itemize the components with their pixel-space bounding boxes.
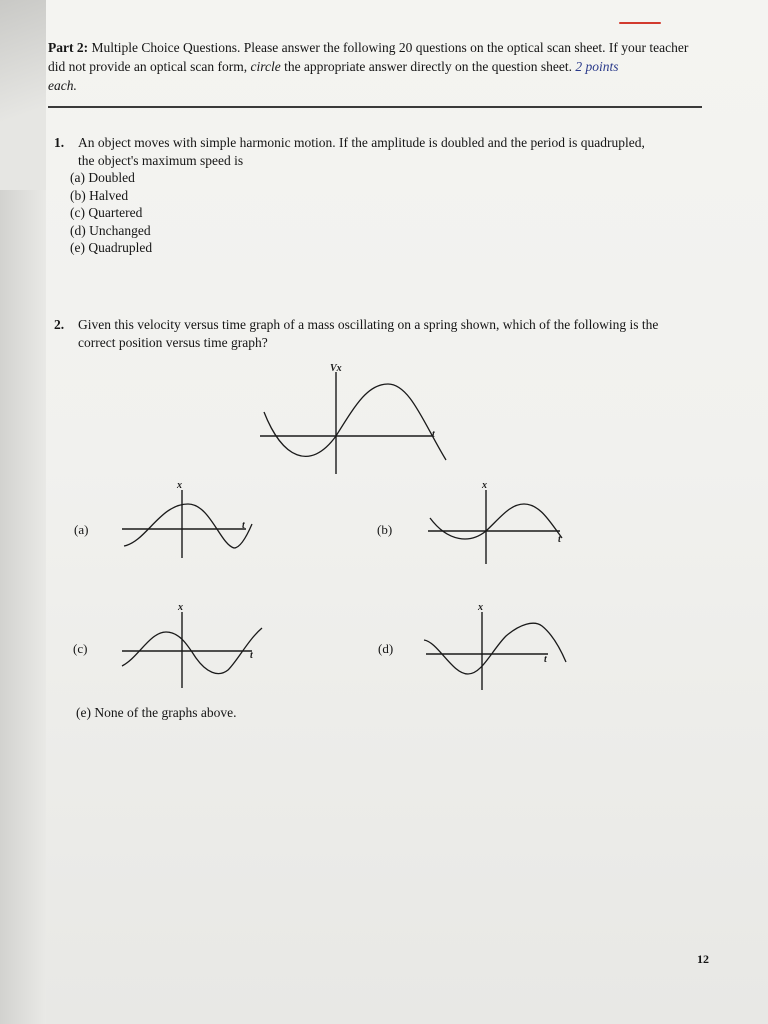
position-curve xyxy=(424,623,566,674)
instructions-text-2: the appropriate answer directly on the question sheet. xyxy=(280,59,576,74)
graph-a[interactable] xyxy=(116,480,266,560)
t-axis-label: t xyxy=(250,650,253,661)
points-note: 2 points xyxy=(575,59,619,74)
graph-c[interactable] xyxy=(116,600,276,690)
x-axis-label: x xyxy=(178,602,183,613)
answer-options xyxy=(54,169,704,257)
x-axis-label: x xyxy=(478,602,483,613)
each-word: each. xyxy=(48,78,77,93)
graph-d[interactable] xyxy=(424,600,594,690)
position-curve xyxy=(430,504,562,539)
option-e[interactable]: (e) Quadrupled xyxy=(70,240,153,255)
question-number: 2. xyxy=(54,317,65,332)
question-text-line2: the object's maximum speed is xyxy=(78,152,244,168)
page-number: 12 xyxy=(697,952,709,966)
t-axis-label: t xyxy=(242,520,245,531)
graph-b-label[interactable]: (b) xyxy=(377,522,393,537)
t-axis-label: t xyxy=(544,654,547,665)
instructions-text: Multiple Choice Questions. Please answer the following 20 questions on the optical scan sheet. If your teacher did not provide an optical scan form, xyxy=(48,40,689,74)
section-divider xyxy=(48,106,702,108)
option-c[interactable]: (c) Quartered xyxy=(70,205,143,220)
instructions xyxy=(48,38,708,95)
question-1 xyxy=(54,134,704,257)
option-b[interactable]: (b) Halved xyxy=(70,187,129,203)
t-axis-label: t xyxy=(558,534,561,545)
graph-b[interactable] xyxy=(424,480,574,560)
graph-c-label[interactable]: (c) xyxy=(73,641,88,656)
t-axis-label: t xyxy=(432,429,435,440)
graph-a-label[interactable]: (a) xyxy=(74,522,89,537)
option-d[interactable]: (d) Unchanged xyxy=(70,222,151,238)
question-2 xyxy=(54,316,704,351)
velocity-time-graph xyxy=(256,362,456,482)
position-curve xyxy=(124,504,252,548)
option-e-none[interactable]: (e) None of the graphs above. xyxy=(76,705,237,720)
question-text-line1: An object moves with simple harmonic motion. If the amplitude is doubled and the period is quadrupled, xyxy=(78,135,645,150)
question-number: 1. xyxy=(54,135,65,150)
question-text-line2: correct position versus time graph? xyxy=(78,334,268,350)
red-pen-mark xyxy=(619,22,661,24)
x-axis-label: x xyxy=(177,480,182,491)
option-a[interactable]: (a) Doubled xyxy=(70,170,135,185)
part-label: Part 2: xyxy=(48,40,89,55)
circle-word: circle xyxy=(250,59,281,74)
question-text-line1: Given this velocity versus time graph of a mass oscillating on a spring shown, which of the following is the xyxy=(78,317,659,332)
x-axis-label: x xyxy=(482,480,487,491)
page-fold-shadow xyxy=(0,0,46,190)
velocity-curve xyxy=(264,384,446,460)
v-axis-label: Vx xyxy=(330,363,342,374)
graph-d-label[interactable]: (d) xyxy=(378,641,394,656)
